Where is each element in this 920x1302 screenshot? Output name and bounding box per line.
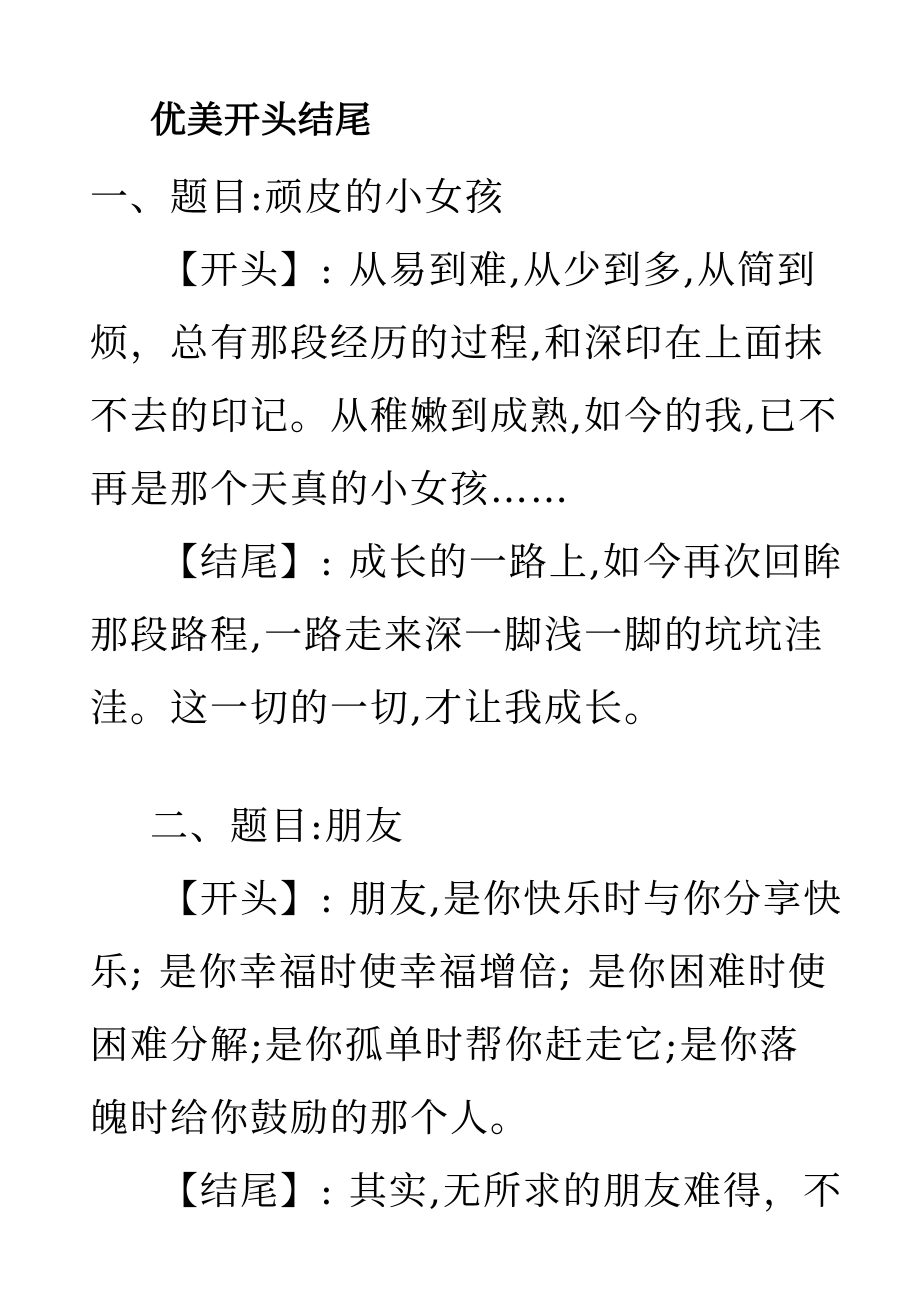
section-2-opening-line: 乐; 是你幸福时使幸福增倍; 是你困难时使 (90, 950, 828, 994)
section-1-ending-line: 那段路程,一路走来深一脚浅一脚的坑坑洼 (90, 613, 825, 657)
section-2-opening-line: 【开头】: 朋友,是你快乐时与你分享快 (160, 877, 843, 921)
section-1-opening-line: 烦，总有那段经历的过程,和深印在上面抹 (90, 321, 825, 365)
section-2-opening-line: 魄时给你鼓励的那个人。 (90, 1096, 531, 1140)
section-2-heading: 二、题目:朋友 (150, 804, 405, 848)
section-1-ending-line: 洼。这一切的一切,才让我成长。 (90, 686, 665, 730)
document-title: 优美开头结尾 (150, 99, 373, 141)
section-1-opening-line: 【开头】: 从易到难,从少到多,从简到 (160, 248, 818, 292)
section-2-opening-line: 困难分解;是你孤单时帮你赶走它;是你落 (90, 1023, 800, 1067)
section-2-ending-line: 【结尾】: 其实,无所求的朋友难得，不 (160, 1169, 843, 1213)
section-1-opening-line: 不去的印记。从稚嫩到成熟,如今的我,已不 (90, 394, 839, 438)
section-1-heading: 一、题目:顽皮的小女孩 (90, 175, 505, 219)
section-1-ending-line: 【结尾】: 成长的一路上,如今再次回眸 (160, 540, 843, 584)
section-1-opening-line: 再是那个天真的小女孩…… (90, 467, 571, 511)
